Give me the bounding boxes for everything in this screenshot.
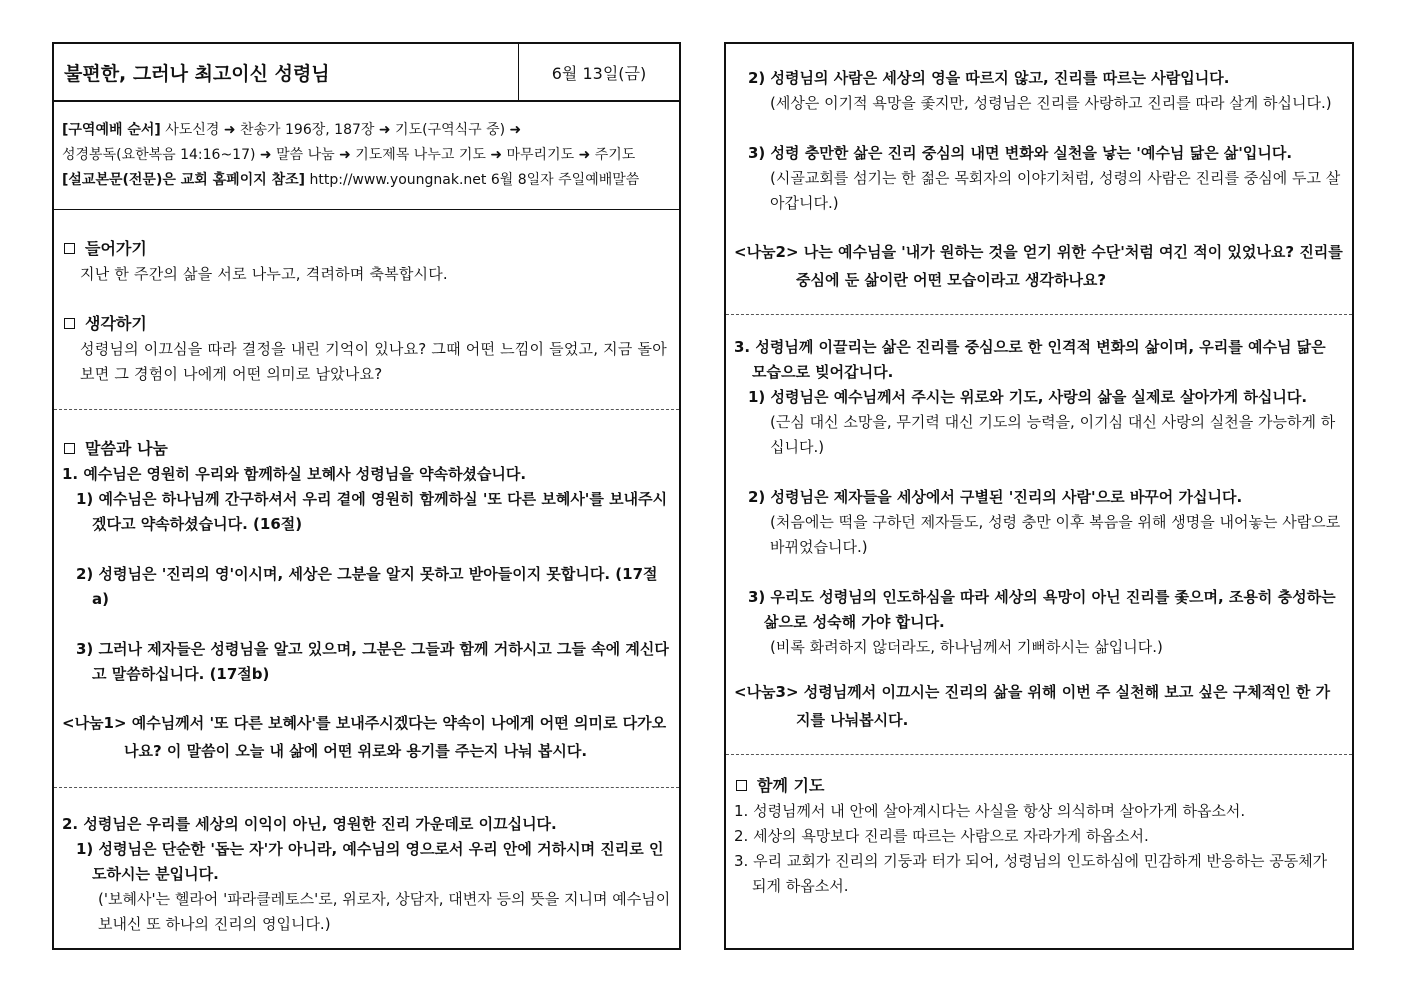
checkbox-icon (64, 318, 75, 329)
point2-sub3: 3) 성령 충만한 삶은 진리 중심의 내면 변화와 실천을 낳는 '예수님 닮은 삶'입니다. (748, 144, 1293, 162)
point2-sub1-note: ('보혜사'는 헬라어 '파라클레토스'로, 위로자, 상담자, 대변자 등의 뜻을 지니며 예수님이 보내신 또 하나의 진리의 영입니다.) (98, 890, 671, 933)
section-point2-cont (726, 44, 1352, 315)
prayer-heading: 함께 기도 (734, 773, 1344, 799)
prayer-item: 2. 세상의 욕망보다 진리를 따르는 사람으로 자라가게 하옵소서. (734, 827, 1149, 845)
prayer-item: 1. 성령님께서 내 안에 살아계시다는 사실을 항상 의식하며 살아가게 하옵소서. (734, 802, 1246, 820)
section-prayer (726, 755, 1352, 899)
order-label: [구역예배 순서] (62, 122, 161, 138)
sermon-label: [설교본문(전문)은 교회 홈페이지 참조] (62, 172, 306, 188)
prayer-item: 3. 우리 교회가 진리의 기둥과 터가 되어, 성령님의 인도하심에 민감하게 반응하는 공동체가 되게 하옵소서. (734, 852, 1328, 895)
point3-sub3-note: (비록 화려하지 않더라도, 하나님께서 기뻐하시는 삶입니다.) (770, 638, 1163, 656)
point1-title: 1. 예수님은 영원히 우리와 함께하실 보혜사 성령님을 약속하셨습니다. (62, 465, 527, 483)
point2-sub2-note: (세상은 이기적 욕망을 좇지만, 성령님은 진리를 사랑하고 진리를 따라 살게 하십니다.) (770, 94, 1332, 112)
checkbox-icon (736, 780, 747, 791)
point3-sub1: 1) 성령님은 예수님께서 주시는 위로와 기도, 사랑의 삶을 실제로 살아가게 하십니다. (748, 388, 1308, 406)
title-row (54, 44, 679, 102)
page-date: 6월 13일(금) (551, 63, 647, 83)
order-line2: 성경봉독(요한복음 14:16~17) ➜ 말씀 나눔 ➜ 기도제목 나누고 기도 ➜ 마무리기도 ➜ 주기도 (62, 147, 636, 163)
think-text: 성령님의 이끄심을 따라 결정을 내린 기억이 있나요? 그때 어떤 느낌이 들었고, 지금 돌아보면 그 경험이 나에게 어떤 의미로 남았나요? (80, 340, 667, 383)
point1-sub2: 2) 성령님은 '진리의 영'이시며, 세상은 그분을 알지 못하고 받아들이지 못합니다. (17절a) (76, 565, 658, 608)
sermon-link[interactable]: http://www.youngnak.net 6월 8일자 주일예배말씀 (309, 172, 640, 188)
point3-title: 3. 성령님께 이끌리는 삶은 진리를 중심으로 한 인격적 변화의 삶이며, 우리를 예수님 닮은 모습으로 빚어갑니다. (734, 338, 1326, 381)
think-heading: 생각하기 (62, 311, 671, 337)
order-line1: 사도신경 ➜ 찬송가 196장, 187장 ➜ 기도(구역식구 중) ➜ (165, 122, 522, 138)
section-point2 (54, 788, 679, 937)
point2-sub2: 2) 성령님의 사람은 세상의 영을 따르지 않고, 진리를 따르는 사람입니다. (748, 69, 1230, 87)
point3-sub1-note: (근심 대신 소망을, 무기력 대신 기도의 능력을, 이기심 대신 사랑의 실천을 가능하게 하십니다.) (770, 413, 1336, 456)
section-point3 (726, 315, 1352, 755)
left-page (52, 42, 681, 950)
intro-text: 지난 한 주간의 삶을 서로 나누고, 격려하며 축복합시다. (80, 265, 448, 283)
section-intro-think (54, 210, 679, 410)
checkbox-icon (64, 243, 75, 254)
point3-sub3: 3) 우리도 성령님의 인도하심을 따라 세상의 욕망이 아닌 진리를 좇으며, 조용히 충성하는 삶으로 성숙해 가야 합니다. (748, 588, 1336, 631)
point2-sub1: 1) 성령님은 단순한 '돕는 자'가 아니라, 예수님의 영으로서 우리 안에 거하시며 진리로 인도하시는 분입니다. (76, 840, 664, 883)
share3: <나눔3> 성령님께서 이끄시는 진리의 삶을 위해 이번 주 실천해 보고 싶은 구체적인 한 가지를 나눠봅시다. (734, 683, 1331, 729)
word-heading: 말씀과 나눔 (62, 436, 671, 462)
point2-title: 2. 성령님은 우리를 세상의 이익이 아닌, 영원한 진리 가운데로 이끄십니다. (62, 815, 557, 833)
page-title: 불편한, 그러나 최고이신 성령님 (54, 44, 519, 100)
checkbox-icon (64, 443, 75, 454)
point3-sub2: 2) 성령님은 제자들을 세상에서 구별된 '진리의 사람'으로 바꾸어 가십니다. (748, 488, 1243, 506)
point1-sub3: 3) 그러나 제자들은 성령님을 알고 있으며, 그분은 그들과 함께 거하시고 그들 속에 계신다고 말씀하십니다. (17절b) (76, 640, 669, 683)
share1: <나눔1> 예수님께서 '또 다른 보혜사'를 보내주시겠다는 약속이 나에게 어떤 의미로 다가오나요? 이 말씀이 오늘 내 삶에 어떤 위로와 용기를 주는지 나눠 봅시다. (62, 714, 667, 760)
right-page (724, 42, 1354, 950)
share2: <나눔2> 나는 예수님을 '내가 원하는 것을 얻기 위한 수단'처럼 여긴 적이 있었나요? 진리를 중심에 둔 삶이란 어떤 모습이라고 생각하나요? (734, 243, 1343, 289)
point1-sub1: 1) 예수님은 하나님께 간구하셔서 우리 곁에 영원히 함께하실 '또 다른 보혜사'를 보내주시겠다고 약속하셨습니다. (16절) (76, 490, 668, 533)
intro-heading: 들어가기 (62, 236, 671, 262)
point2-sub3-note: (시골교회를 섬기는 한 젊은 목회자의 이야기처럼, 성령의 사람은 진리를 중심에 두고 살아갑니다.) (770, 169, 1341, 212)
point3-sub2-note: (처음에는 떡을 구하던 제자들도, 성령 충만 이후 복음을 위해 생명을 내어놓는 사람으로 바뀌었습니다.) (770, 513, 1341, 556)
worship-order (54, 102, 679, 210)
section-point1 (54, 410, 679, 788)
